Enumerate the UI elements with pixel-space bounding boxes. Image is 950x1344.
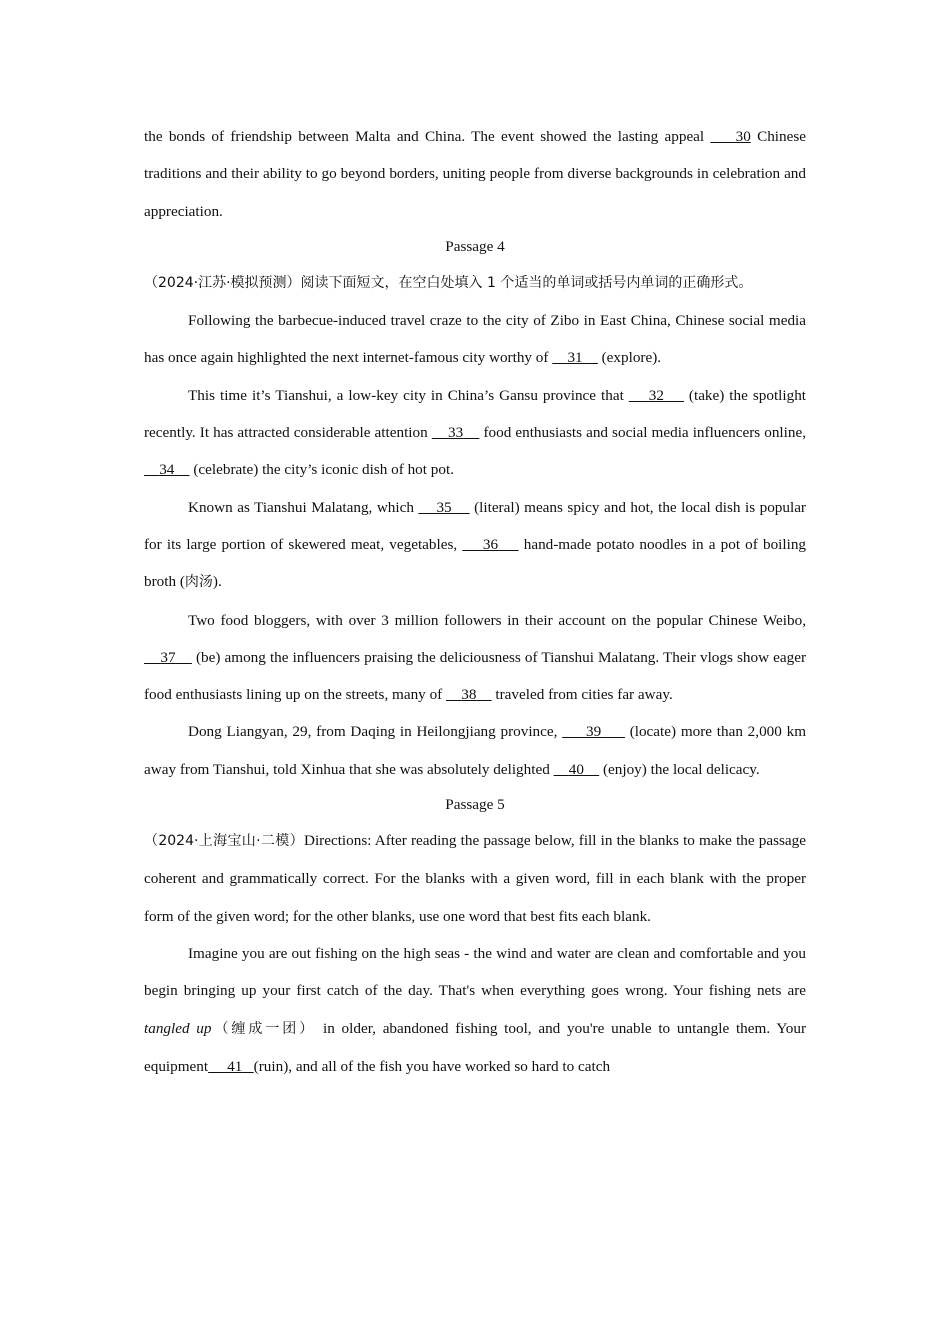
blank-34[interactable]: 34 xyxy=(159,461,175,479)
blank-40[interactable]: 40 xyxy=(568,760,584,778)
blank-31[interactable]: 31 xyxy=(567,349,583,367)
passage4-paragraph-1: Following the barbecue-induced travel craze to the city of Zibo in East China, Chinese social media has once again highlighted the next internet-famous city worthy of 31 (explore). xyxy=(144,312,806,367)
blank-37[interactable]: 37 xyxy=(160,648,176,666)
blank-32[interactable]: 32 xyxy=(648,386,664,404)
document-body xyxy=(144,118,806,1085)
text: Chinese traditions and their ability to go beyond borders, uniting people from diverse backgrounds in celebration and appreciation. xyxy=(144,128,806,220)
blank-33[interactable]: 33 xyxy=(447,424,464,442)
passage4-title: Passage 4 xyxy=(445,237,505,255)
passage5-directions: （2024·上海宝山·二模）Directions: After reading the passage below, fill in the blanks to make the passage coherent and grammatically correct. For the blanks with a given word, fill in each blank with the proper form of the given word; for the other blanks, use one word that best fits each blank. xyxy=(144,832,806,925)
blank-36[interactable]: 36 xyxy=(482,535,499,553)
passage4-instruction: （2024·江苏·模拟预测）阅读下面短文，在空白处填入 1 个适当的单词或括号内单词的正确形式。 xyxy=(144,274,753,291)
blank-35[interactable]: 35 xyxy=(436,498,452,516)
passage5-paragraph-1: Imagine you are out fishing on the high seas - the wind and water are clean and comfortable and you begin bringing up your first catch of the day. That's when everything goes wrong. Your fishing nets are tangled up（缠成一团） in older, abandoned fishing tool, and you're unable to untangle them. Your equipment 41 (ruin), and all of the fish you have worked so hard to catch xyxy=(144,944,807,1075)
passage5-title: Passage 5 xyxy=(445,796,505,814)
passage3-closing-paragraph xyxy=(144,118,806,230)
blank-41[interactable]: 41 xyxy=(227,1057,243,1075)
text: the bonds of friendship between Malta and China. The event showed the lasting appeal xyxy=(144,128,711,145)
passage4-paragraph-2: This time it’s Tianshui, a low-key city in China’s Gansu province that 32 (take) the spotlight recently. It has attracted considerable attention 33 food enthusiasts and social media influencers online, 34 (celebrate) the city’s iconic dish of hot pot. xyxy=(144,386,807,479)
passage4-paragraph-5: Dong Liangyan, 29, from Daqing in Heilongjiang province, 39 (locate) more than 2,000 km away from Tianshui, told Xinhua that she was absolutely delighted 40 (enjoy) the local delicacy. xyxy=(144,723,807,778)
blank-30[interactable]: 30 xyxy=(735,128,751,145)
passage4-paragraph-3: Known as Tianshui Malatang, which 35 (literal) means spicy and hot, the local dish is popular for its large portion of skewered meat, vegetables, 36 hand-made potato noodles in a pot of boiling broth (肉汤). xyxy=(144,498,807,591)
blank-39[interactable]: 39 xyxy=(585,723,602,741)
passage4-paragraph-4: Two food bloggers, with over 3 million followers in their account on the popular Chinese Weibo, 37 (be) among the influencers praising the deliciousness of Tianshui Malatang. Their vlogs show eager food enthusiasts lining up on the streets, many of 38 traveled from cities far away. xyxy=(144,611,807,704)
blank-38[interactable]: 38 xyxy=(461,686,477,704)
